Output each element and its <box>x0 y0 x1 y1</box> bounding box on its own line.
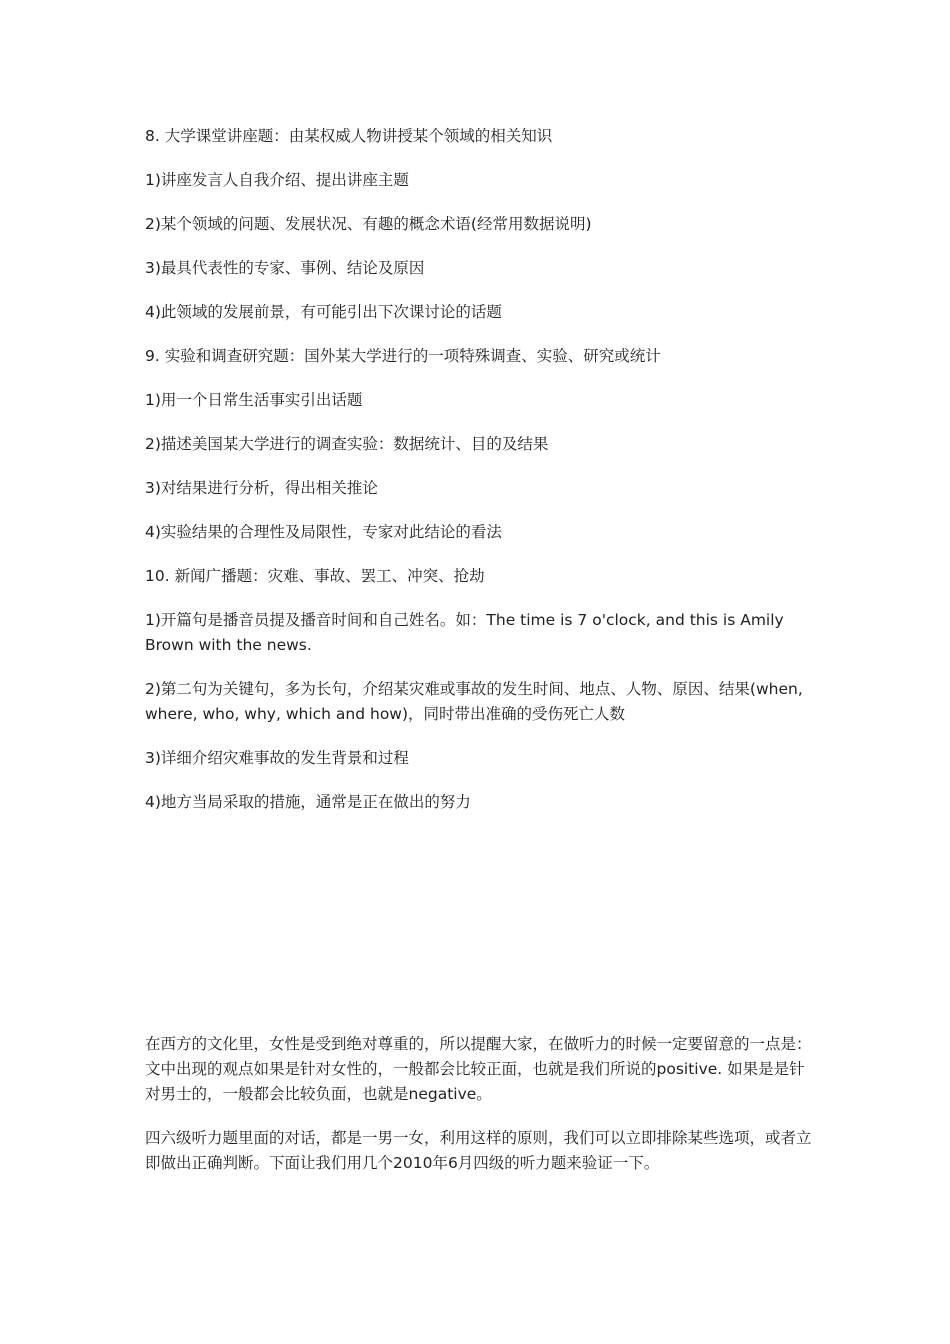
list-item: 3)最具代表性的专家、事例、结论及原因 <box>145 259 425 277</box>
document-page <box>145 124 813 1195</box>
list-item: 2)第二句为关键句，多为长句，介绍某灾难或事故的发生时间、地点、人物、原因、结果(when, where, who, why, which and how)，同时带出准确的受伤死亡人数 <box>145 680 803 723</box>
body-paragraph: 在西方的文化里，女性是受到绝对尊重的，所以提醒大家，在做听力的时候一定要留意的一点是：文中出现的观点如果是针对女性的，一般都会比较正面，也就是我们所说的positive. 如果是是针对男士的，一般都会比较负面，也就是negative。 <box>145 1035 812 1103</box>
list-item: 1)开篇句是播音员提及播音时间和自己姓名。如：The time is 7 o'clock, and this is Amily Brown with the news. <box>145 611 784 654</box>
list-item: 3)详细介绍灾难事故的发生背景和过程 <box>145 749 409 767</box>
section-heading-lecture: 8. 大学课堂讲座题：由某权威人物讲授某个领域的相关知识 <box>145 127 553 145</box>
section-heading-research: 9. 实验和调查研究题：国外某大学进行的一项特殊调查、实验、研究或统计 <box>145 347 661 365</box>
section-heading-news: 10. 新闻广播题：灾难、事故、罢工、冲突、抢劫 <box>145 567 485 585</box>
list-item: 1)讲座发言人自我介绍、提出讲座主题 <box>145 171 409 189</box>
list-item: 1)用一个日常生活事实引出话题 <box>145 391 363 409</box>
list-item: 2)描述美国某大学进行的调查实验：数据统计、目的及结果 <box>145 435 549 453</box>
blank-space <box>145 834 813 1032</box>
body-paragraph: 四六级听力题里面的对话，都是一男一女，利用这样的原则，我们可以立即排除某些选项，或者立即做出正确判断。下面让我们用几个2010年6月四级的听力题来验证一下。 <box>145 1129 812 1172</box>
list-item: 3)对结果进行分析，得出相关推论 <box>145 479 378 497</box>
list-item: 4)此领域的发展前景，有可能引出下次课讨论的话题 <box>145 303 502 321</box>
list-item: 4)实验结果的合理性及局限性，专家对此结论的看法 <box>145 523 502 541</box>
list-item: 2)某个领域的问题、发展状况、有趣的概念术语(经常用数据说明) <box>145 215 592 233</box>
list-item: 4)地方当局采取的措施，通常是正在做出的努力 <box>145 793 471 811</box>
